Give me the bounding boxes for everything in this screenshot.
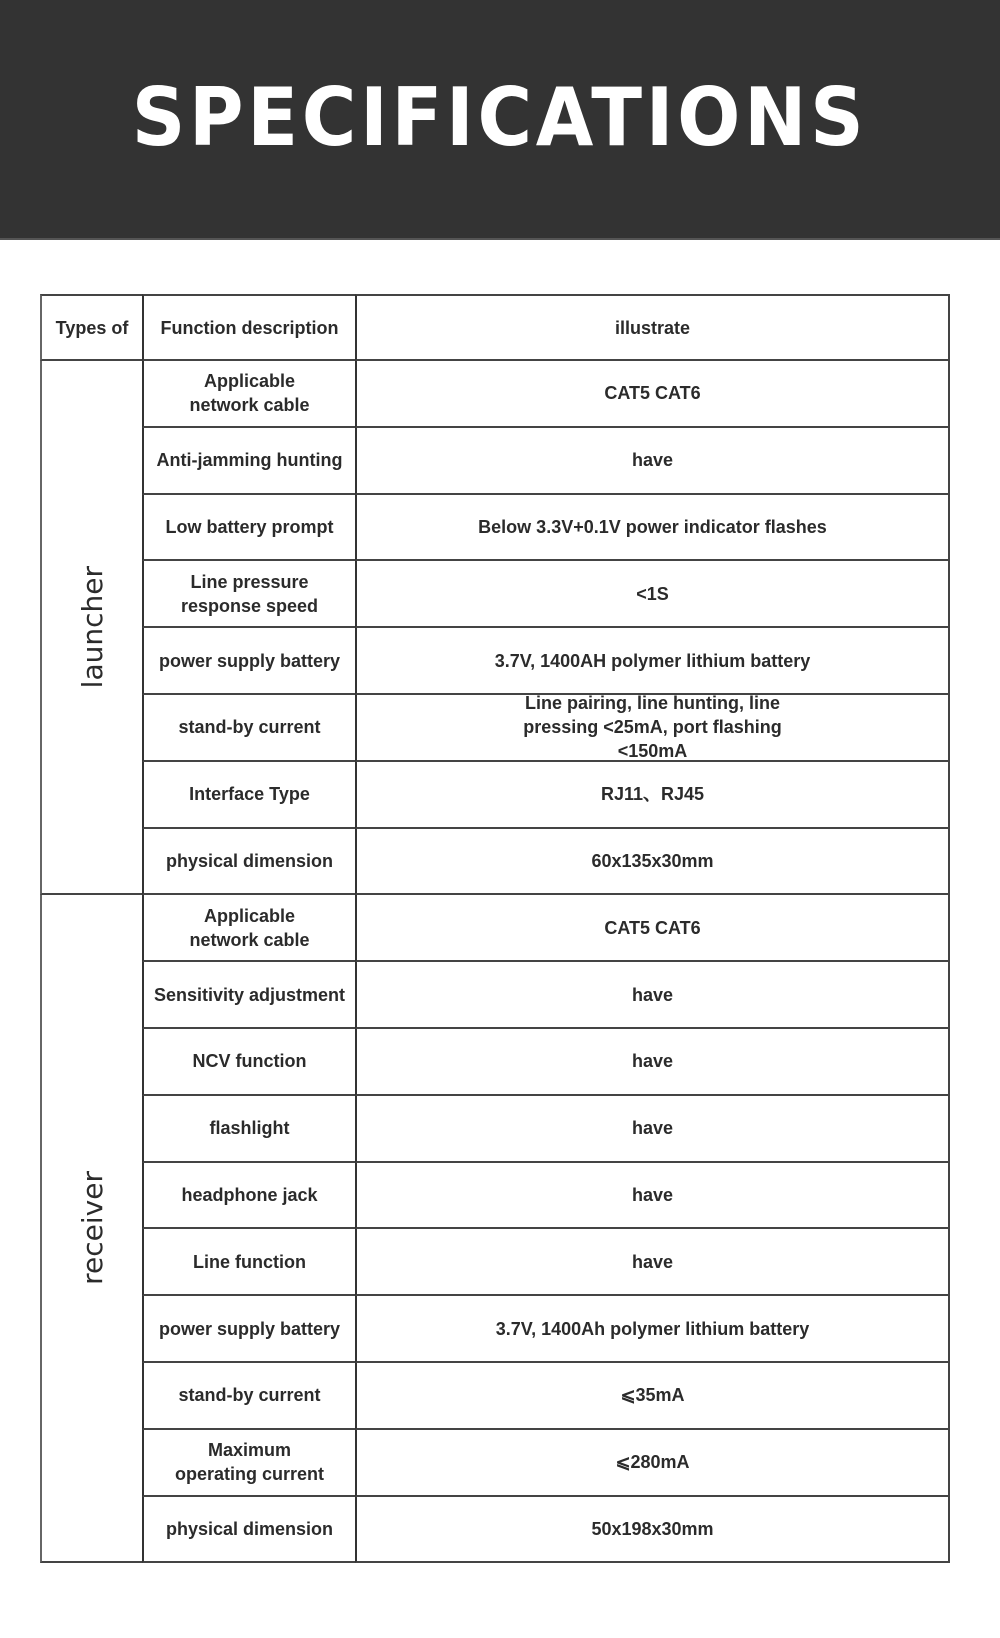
value-cell: ⩽280mA (355, 1430, 950, 1497)
value-cell: CAT5 CAT6 (355, 361, 950, 428)
group-rows (142, 361, 950, 895)
function-cell: Maximum operating current (142, 1430, 355, 1497)
function-cell: Applicable network cable (142, 361, 355, 428)
value-cell: 3.7V, 1400AH polymer lithium battery (355, 628, 950, 695)
header-function: Function description (142, 294, 355, 361)
table-header-row (40, 294, 950, 361)
table-row (142, 1296, 950, 1363)
function-cell: Line function (142, 1229, 355, 1296)
value-cell: 50x198x30mm (355, 1497, 950, 1564)
table-row (142, 561, 950, 628)
table-row (142, 495, 950, 562)
function-cell: headphone jack (142, 1163, 355, 1230)
value-cell: have (355, 1229, 950, 1296)
value-cell: 60x135x30mm (355, 829, 950, 896)
value-cell: 3.7V, 1400Ah polymer lithium battery (355, 1296, 950, 1363)
function-cell: Anti-jamming hunting (142, 428, 355, 495)
function-cell: Interface Type (142, 762, 355, 829)
value-cell: have (355, 1163, 950, 1230)
table-row (142, 1363, 950, 1430)
value-cell: CAT5 CAT6 (355, 895, 950, 962)
function-cell: Applicable network cable (142, 895, 355, 962)
group-label: receiver (75, 1171, 109, 1286)
table-row (142, 1096, 950, 1163)
title-banner (0, 0, 1000, 240)
value-cell: have (355, 1029, 950, 1096)
function-cell: Low battery prompt (142, 495, 355, 562)
value-cell: ⩽35mA (355, 1363, 950, 1430)
group-label: launcher (75, 566, 109, 689)
function-cell: flashlight (142, 1096, 355, 1163)
function-cell: Sensitivity adjustment (142, 962, 355, 1029)
function-cell: stand-by current (142, 1363, 355, 1430)
table-row (142, 1163, 950, 1230)
value-cell: RJ11、RJ45 (355, 762, 950, 829)
table-row (142, 1229, 950, 1296)
page-title: SPECIFICATIONS (132, 70, 868, 164)
table-row (142, 1430, 950, 1497)
value-cell: Below 3.3V+0.1V power indicator flashes (355, 495, 950, 562)
table-row (142, 1029, 950, 1096)
function-cell: physical dimension (142, 1497, 355, 1564)
group-label-cell (40, 895, 142, 1563)
group-launcher (40, 361, 950, 895)
table-row (142, 1497, 950, 1564)
table-row (142, 762, 950, 829)
function-cell: physical dimension (142, 829, 355, 896)
table-row (142, 895, 950, 962)
function-cell: Line pressure response speed (142, 561, 355, 628)
spec-table (40, 294, 950, 1563)
table-row (142, 428, 950, 495)
table-row (142, 695, 950, 762)
function-cell: NCV function (142, 1029, 355, 1096)
value-cell: Line pairing, line hunting, line pressing <25mA, port flashing <150mA (355, 695, 950, 762)
header-types: Types of (40, 294, 142, 361)
value-cell: have (355, 962, 950, 1029)
table-row (142, 962, 950, 1029)
group-receiver (40, 895, 950, 1563)
value-cell: <1S (355, 561, 950, 628)
value-cell: have (355, 428, 950, 495)
table-row (142, 829, 950, 896)
value-cell: have (355, 1096, 950, 1163)
table-row (142, 361, 950, 428)
function-cell: stand-by current (142, 695, 355, 762)
function-cell: power supply battery (142, 1296, 355, 1363)
function-cell: power supply battery (142, 628, 355, 695)
table-body (40, 361, 950, 1563)
header-illustrate: illustrate (355, 294, 950, 361)
table-row (142, 628, 950, 695)
group-label-cell (40, 361, 142, 895)
group-rows (142, 895, 950, 1563)
